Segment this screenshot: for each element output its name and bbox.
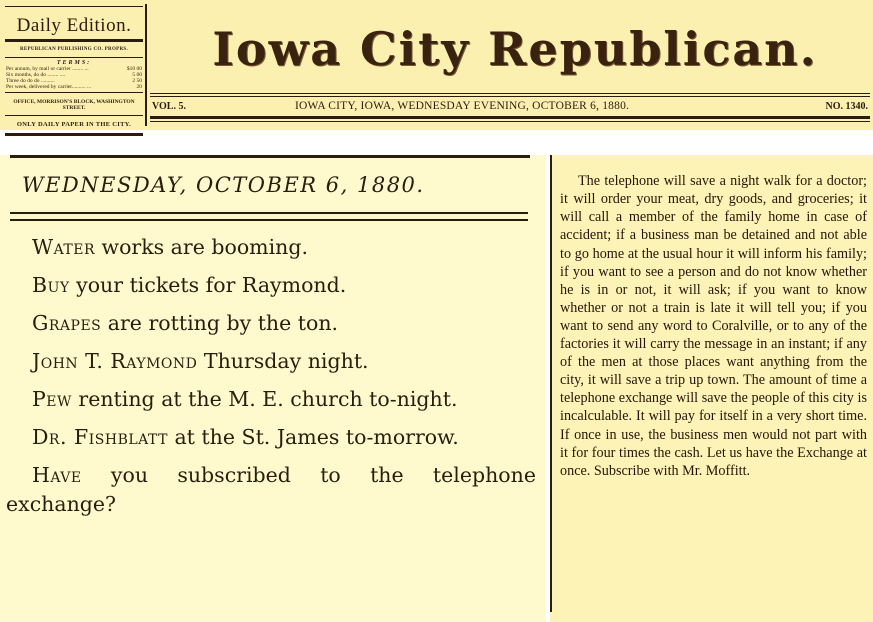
column-divider bbox=[550, 155, 552, 612]
briefs-list bbox=[6, 233, 536, 528]
terms-row-price: 5 00 bbox=[132, 72, 142, 78]
volume-number: VOL. 5. bbox=[152, 101, 186, 112]
terms-row-label: Three do do do .......... bbox=[6, 78, 55, 84]
brief-lead: John T. Raymond bbox=[32, 349, 198, 373]
dateline: IOWA CITY, IOWA, WEDNESDAY EVENING, OCTOBER 6, 1880. bbox=[295, 100, 630, 112]
brief-lead: Have bbox=[32, 463, 82, 487]
divider bbox=[150, 96, 870, 97]
brief-lead: Dr. Fishblatt bbox=[32, 425, 168, 449]
dateline-bar bbox=[150, 88, 870, 124]
news-brief bbox=[6, 385, 536, 414]
local-news-column bbox=[0, 155, 546, 622]
telephone-article-column bbox=[550, 155, 873, 622]
brief-lead: Buy bbox=[32, 273, 70, 297]
brief-lead: Pew bbox=[32, 387, 72, 411]
news-brief bbox=[6, 347, 536, 376]
news-brief bbox=[6, 461, 536, 519]
divider bbox=[5, 92, 143, 93]
terms-label: TERMS: bbox=[56, 60, 92, 66]
brief-text: Thursday night. bbox=[197, 349, 369, 373]
newspaper-title: Iowa City Republican. bbox=[212, 22, 818, 76]
divider bbox=[5, 133, 143, 136]
news-brief bbox=[6, 271, 536, 300]
divider bbox=[5, 57, 143, 58]
divider bbox=[10, 212, 528, 214]
news-brief bbox=[6, 423, 536, 452]
edition-title: Daily Edition. bbox=[16, 15, 132, 36]
brief-lead: Grapes bbox=[32, 311, 102, 335]
divider bbox=[10, 155, 530, 158]
brief-text: your tickets for Raymond. bbox=[69, 273, 347, 297]
divider bbox=[150, 93, 870, 94]
terms-row-label: Per week, delivered by carrier.......... ... bbox=[6, 84, 92, 90]
divider bbox=[5, 6, 143, 7]
brief-lead: Water bbox=[32, 235, 96, 259]
terms-row bbox=[3, 84, 145, 90]
brief-text: are rotting by the ton. bbox=[101, 311, 339, 335]
edition-box bbox=[3, 4, 147, 126]
tagline: ONLY DAILY PAPER IN THE CITY. bbox=[16, 121, 132, 128]
brief-text: renting at the M. E. church to-night. bbox=[71, 387, 458, 411]
brief-text: works are booming. bbox=[95, 235, 308, 259]
news-brief bbox=[6, 309, 536, 338]
terms-row-price: $10 00 bbox=[126, 66, 142, 72]
column-date-heading: WEDNESDAY, OCTOBER 6, 1880. bbox=[22, 173, 425, 197]
divider bbox=[150, 121, 870, 122]
divider bbox=[10, 219, 528, 221]
divider bbox=[5, 39, 143, 42]
terms-row-label: Per annum, by mail or carrier ........ ... bbox=[6, 66, 89, 72]
masthead bbox=[0, 0, 873, 130]
terms-row-label: Six months, do do ........ .... bbox=[6, 72, 66, 78]
terms-row-price: 20 bbox=[136, 84, 142, 90]
article-body: The telephone will save a night walk for a doctor; it will order your meat, dry goods, and groceries; it will call a member of the family home in case of accident; if a business man be detained and not able to go home at the usual hour it will inform his family; if you want to see a person and do not know whether he is in or not, it will ask; if you want to know whether or not a train is late it will tell you; if you want to send any word to Coralville, or to any of the factories it will carry the message in an instant; if any of the men at those places want anything from the city, it will save a trip up town. The amount of time a telephone exchange will save the people of this city is incalculable. It will pay for itself in a very short time. If once in use, the business men would not part with it for four times the cash. Let us have the Exchange at once. Subscribe with Mr. Moffitt. bbox=[560, 173, 867, 479]
news-brief bbox=[6, 233, 536, 262]
brief-text: you subscribed to the telephone exchange? bbox=[6, 463, 536, 516]
terms-row-price: 2 50 bbox=[132, 78, 142, 84]
brief-text: at the St. James to-morrow. bbox=[167, 425, 459, 449]
publishers-line: REPUBLICAN PUBLISHING CO. PROPRS. bbox=[19, 47, 129, 52]
office-address: OFFICE, MORRISON'S BLOCK, WASHINGTON STREET. bbox=[13, 99, 135, 111]
divider bbox=[150, 116, 870, 119]
issue-number: NO. 1340. bbox=[825, 101, 868, 112]
divider bbox=[5, 115, 143, 116]
